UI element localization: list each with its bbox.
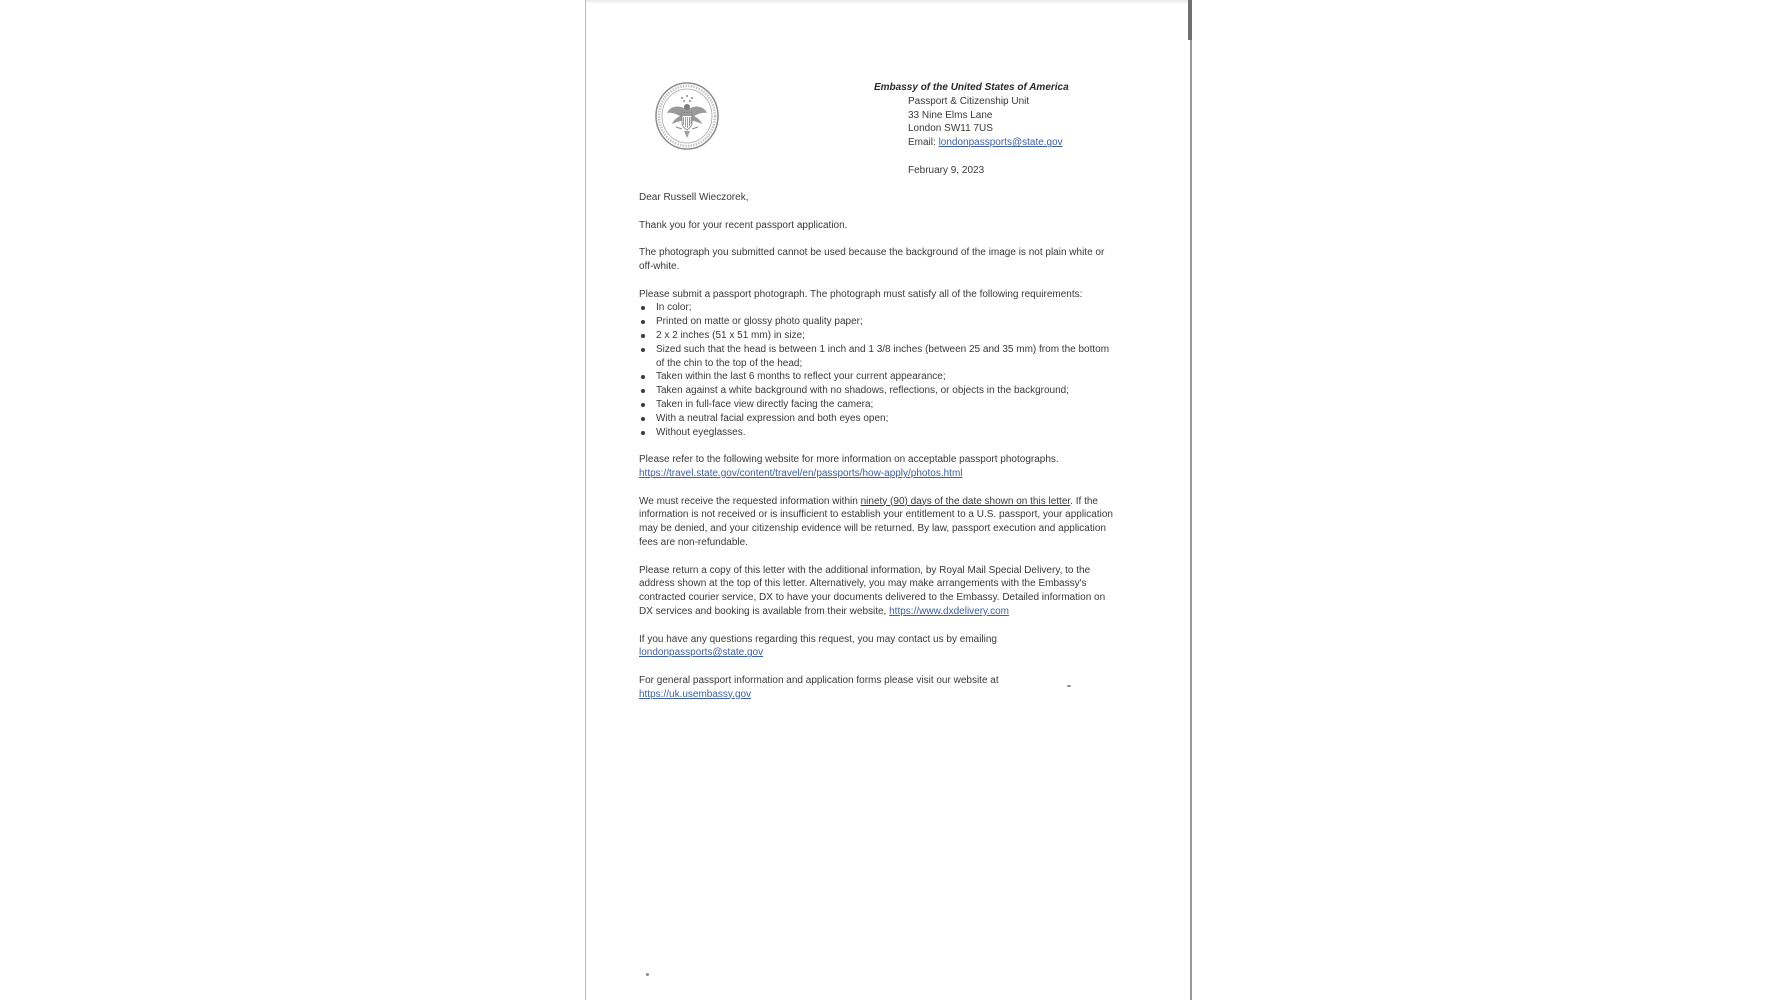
questions-text: If you have any questions regarding this request, you may contact us by emailing [639, 633, 997, 645]
city-address: London SW11 7US [908, 123, 993, 135]
requirements-list [639, 301, 1119, 439]
unit-name: Passport & Citizenship Unit [908, 95, 1030, 107]
letter-date: February 9, 2023 [908, 165, 985, 176]
page-top-shadow [586, 0, 1190, 4]
scan-speck [1067, 685, 1071, 687]
list-item: In color; [639, 301, 1119, 315]
great-seal-icon [654, 80, 720, 152]
photo-requirements-link[interactable]: https://travel.state.gov/content/travel/en/passports/how-apply/photos.html [639, 467, 963, 479]
letter-body [639, 191, 1119, 715]
letter-page [585, 0, 1192, 1000]
intro-paragraph: Thank you for your recent passport application. [639, 219, 848, 231]
list-item: Printed on matte or glossy photo quality paper; [639, 315, 1119, 329]
embassy-name: Embassy of the United States of America [874, 82, 1069, 93]
list-item: With a neutral facial expression and both eyes open; [639, 412, 1119, 426]
letterhead-email-link[interactable]: londonpassports@state.gov [938, 137, 1063, 149]
list-item: Taken within the last 6 months to reflect your current appearance; [639, 370, 1119, 384]
scan-speck [646, 973, 649, 976]
questions-paragraph [639, 633, 1119, 661]
embassy-website-link[interactable]: https://uk.usembassy.gov [639, 688, 752, 700]
list-item: Taken against a white background with no shadows, reflections, or objects in the background; [639, 384, 1119, 398]
deadline-paragraph [639, 495, 1119, 550]
requirements-intro: Please submit a passport photograph. The photograph must satisfy all of the following requirements: [639, 288, 1083, 300]
letterhead [874, 81, 1069, 150]
deadline-pre: We must receive the requested information within [639, 495, 861, 507]
email-line [908, 136, 1069, 150]
return-text: Please return a copy of this letter with the additional information, by Royal Mail Special Delivery, to the address shown at the top of this letter. Alternatively, you may make arrangements with the Embassy's contracted courier service, DX to have your documents delivered to the Embassy. Detailed information on DX services and booking is available from their website, [639, 564, 1106, 617]
email-label: Email: [908, 137, 939, 149]
list-item: Without eyeglasses. [639, 426, 1119, 440]
refer-paragraph [639, 453, 1119, 481]
refer-text: Please refer to the following website for more information on acceptable passport photographs. [639, 454, 1059, 466]
list-item: Sized such that the head is between 1 inch and 1 3/8 inches (between 25 and 35 mm) from the bottom of the chin to the top of the head; [639, 343, 1119, 371]
list-item: Taken in full-face view directly facing the camera; [639, 398, 1119, 412]
deadline-emphasis: ninety (90) days of the date shown on this letter [860, 495, 1071, 507]
dx-delivery-link[interactable]: https://www.dxdelivery.com [889, 605, 1009, 617]
salutation: Dear Russell Wieczorek, [639, 192, 749, 203]
questions-email-link[interactable]: londonpassports@state.gov [639, 647, 764, 659]
general-text: For general passport information and application forms please visit our website at [639, 674, 999, 686]
problem-paragraph: The photograph you submitted cannot be used because the background of the image is not plain white or off-white. [639, 247, 1105, 272]
list-item: 2 x 2 inches (51 x 51 mm) in size; [639, 329, 1119, 343]
street-address: 33 Nine Elms Lane [908, 109, 993, 121]
deadline-post: . If the information is not received or is insufficient to establish your entitlement to a U.S. passport, your application may be denied, and your citizenship evidence will be returned. By law, passport execution and application fees are non-refundable. [639, 495, 1113, 548]
general-paragraph [639, 674, 1119, 702]
page-edge [1188, 0, 1192, 40]
return-paragraph [639, 564, 1119, 619]
